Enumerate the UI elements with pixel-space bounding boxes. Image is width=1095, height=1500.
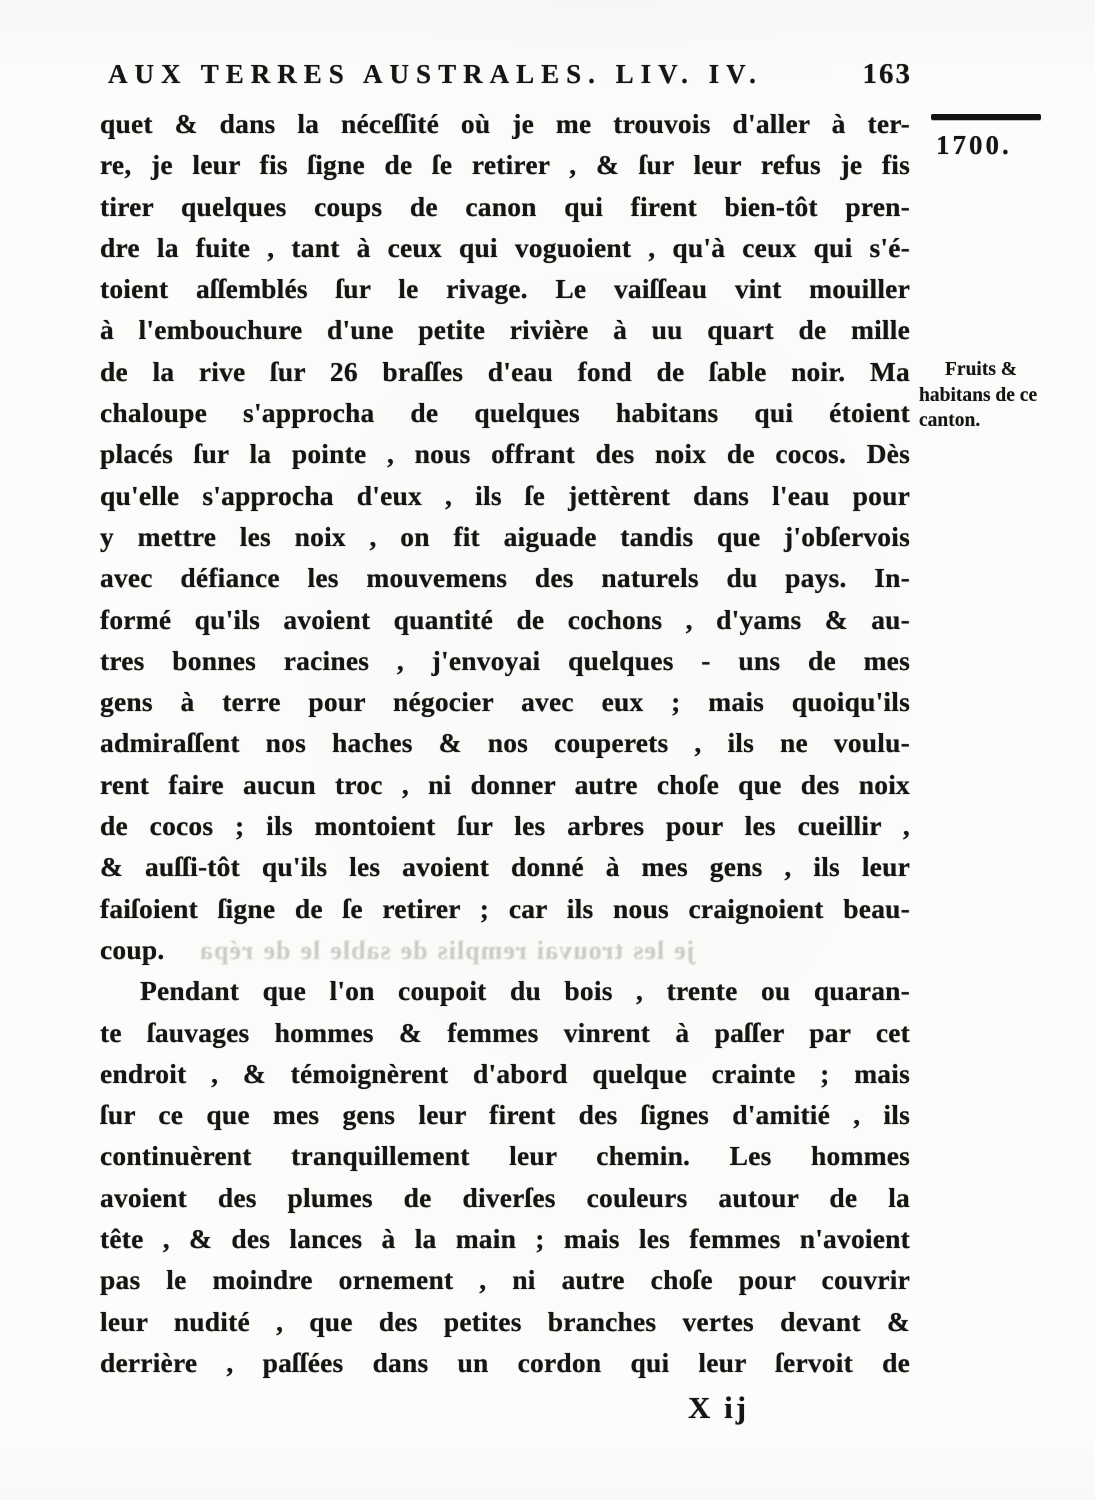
margin-divider-rule <box>931 114 1041 120</box>
text-line: leur nudité , que des petites branches vertes devant & <box>100 1305 910 1337</box>
text-line: endroit , & témoignèrent d'abord quelque crainte ; mais <box>100 1057 910 1089</box>
text-line: y mettre les noix , on fit aiguade tandis que j'obſervois <box>100 520 910 552</box>
text-line: de la rive ſur 26 braſſes d'eau fond de ſable noir. Ma <box>100 355 910 387</box>
text-line: formé qu'ils avoient quantité de cochons , d'yams & au- <box>100 603 910 635</box>
text-line: qu'elle s'approcha d'eux , ils ſe jettèrent dans l'eau pour <box>100 479 910 511</box>
ink-show-through-text: je les trouvai remplis de sable le de répa <box>199 935 696 965</box>
text-line: tirer quelques coups de canon qui firent bien-tôt pren- <box>100 190 910 222</box>
text-line: rent faire aucun troc , ni donner autre choſe que des noix <box>100 768 910 800</box>
text-line-text: coup. <box>100 933 165 965</box>
margin-side-note: Fruits & habitans de ce canton. <box>919 359 1038 431</box>
page-number: 163 <box>862 58 912 90</box>
text-line: te ſauvages hommes & femmes vinrent à paſſer par cet <box>100 1016 910 1048</box>
text-line: derrière , paſſées dans un cordon qui leur ſervoit de <box>100 1346 910 1378</box>
text-line: tête , & des lances à la main ; mais les femmes n'avoient <box>100 1223 910 1255</box>
text-line: faiſoient ſigne de ſe retirer ; car ils nous craignoient beau- <box>100 892 910 924</box>
text-line: chaloupe s'approcha de quelques habitans qui étoient <box>100 397 910 429</box>
text-line: avoient des plumes de diverſes couleurs autour de la <box>100 1181 910 1213</box>
running-title: AUX TERRES AUSTRALES. LIV. IV. <box>108 59 763 89</box>
text-line-paragraph-end <box>100 929 910 970</box>
text-line: toient aſſemblés ſur le rivage. Le vaiſſeau vint mouiller <box>100 273 910 305</box>
text-line: quet & dans la néceſſité où je me trouvois d'aller à ter- <box>100 108 910 139</box>
body-text-column <box>100 103 910 1383</box>
text-line: avec défiance les mouvemens des naturels du pays. In- <box>100 562 910 594</box>
margin-year-note: 1700. <box>936 130 1012 160</box>
text-line: de cocos ; ils montoient ſur les arbres pour les cueillir , <box>100 810 910 842</box>
signature-mark: X ij <box>688 1390 750 1425</box>
text-line: placés ſur la pointe , nous offrant des noix de cocos. Dès <box>100 438 910 470</box>
text-line: re, je leur fis ſigne de ſe retirer , & ſur leur refus je fis <box>100 149 910 181</box>
text-line-paragraph-start: Pendant que l'on coupoit du bois , trente ou quaran- <box>140 975 910 1007</box>
text-line: ſur ce que mes gens leur firent des ſignes d'amitié , ils <box>100 1099 910 1131</box>
text-line: gens à terre pour négocier avec eux ; mais quoiqu'ils <box>100 686 910 718</box>
text-line: & auſſi-tôt qu'ils les avoient donné à mes gens , ils leur <box>100 851 910 883</box>
text-line: admiraſſent nos haches & nos couperets , ils ne voulu- <box>100 727 910 759</box>
text-line: tres bonnes racines , j'envoyai quelques - uns de mes <box>100 644 910 676</box>
text-line: à l'embouchure d'une petite rivière à uu quart de mille <box>100 314 910 346</box>
text-line: continuèrent tranquillement leur chemin. Les hommes <box>100 1140 910 1172</box>
text-line: dre la fuite , tant à ceux qui voguoient , qu'à ceux qui s'é- <box>100 231 910 263</box>
running-head <box>108 58 912 91</box>
text-line: pas le moindre ornement , ni autre choſe pour couvrir <box>100 1264 910 1296</box>
